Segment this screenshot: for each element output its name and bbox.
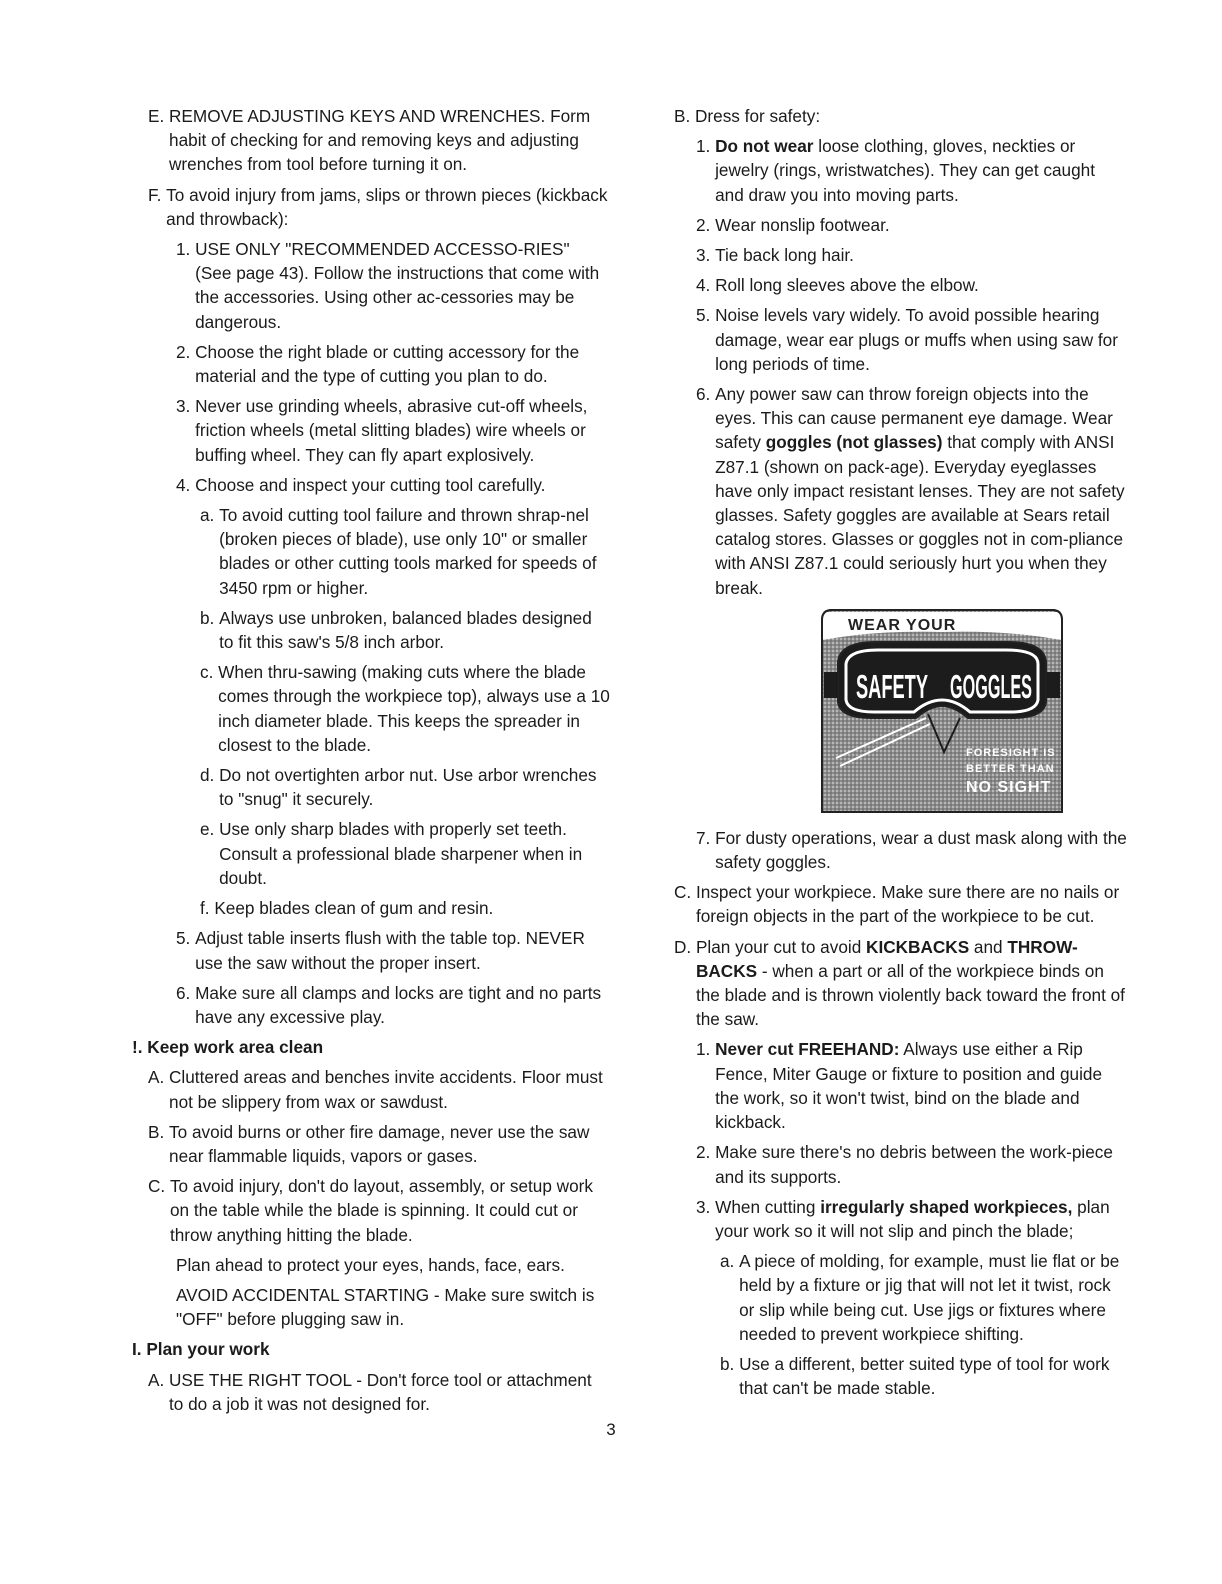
sublist bbox=[696, 134, 1128, 874]
list-text: REMOVE ADJUSTING KEYS AND WRENCHES. Form habit of checking for and removing keys and adjusting wrenches from tool before turning it on. bbox=[169, 106, 591, 175]
list-item: C. Inspect your workpiece. Make sure there are no nails or foreign objects in the part of the workpiece to be cut. bbox=[674, 882, 1120, 927]
list-item: c. When thru-sawing (making cuts where the blade comes through the workpiece top), always use a 10 inch diameter blade. This keeps the spreader in closest to the blade. bbox=[200, 662, 610, 755]
list-item: f. Keep blades clean of gum and resin. bbox=[200, 898, 494, 919]
section-heading: I. Plan your work bbox=[132, 1339, 270, 1360]
sublist bbox=[200, 503, 610, 920]
poster-word-safety: SAFETY bbox=[856, 667, 928, 705]
left-column bbox=[132, 104, 610, 1422]
poster-word-goggles: GOGGLES bbox=[950, 667, 1032, 705]
list-item: 2. Choose the right blade or cutting accessory for the material and the type of cutting you plan to do. bbox=[176, 341, 580, 387]
list-item: A. USE THE RIGHT TOOL - Don't force tool or attachment to do a job it was not designed for. bbox=[148, 1369, 592, 1414]
list-item: 7. For dusty operations, wear a dust mask along with the safety goggles. bbox=[696, 827, 1127, 873]
list-item: 4. Choose and inspect your cutting tool carefully. bbox=[176, 474, 546, 495]
list-item: 3. Never use grinding wheels, abrasive cut-off wheels, friction wheels (metal slitting blades) wire wheels or buffing wheel. They can fly apart explosively. bbox=[176, 396, 588, 465]
list-item bbox=[148, 104, 610, 177]
paragraph: Plan ahead to protect your eyes, hands, face, ears. bbox=[176, 1254, 565, 1275]
poster-line-3: NO SIGHT bbox=[966, 778, 1052, 796]
page-number: 3 bbox=[606, 1420, 616, 1439]
list-marker: E. bbox=[148, 106, 170, 126]
list-item: 5. Noise levels vary widely. To avoid possible hearing damage, wear ear plugs or muffs when using saw for long periods of time. bbox=[696, 305, 1118, 374]
poster-line-1: FORESIGHT IS bbox=[966, 746, 1056, 759]
list-item: d. Do not overtighten arbor nut. Use arbor wrenches to "snug" it securely. bbox=[200, 765, 597, 810]
poster-line-2: BETTER THAN bbox=[966, 762, 1055, 775]
list-item: 3. When cutting irregularly shaped workpieces, plan your work so it will not slip and pinch the blade; bbox=[696, 1196, 1110, 1241]
list-item: a. To avoid cutting tool failure and thrown shrap-nel (broken pieces of blade), use only 10" or smaller blades or other cutting tools marked for speeds of 3450 rpm or higher. bbox=[200, 505, 597, 598]
list-item: 1. Never cut FREEHAND: Always use either a Rip Fence, Miter Gauge or fixture to position and guide the work, so it won't twist, bind on the blade and kickback. bbox=[696, 1039, 1103, 1133]
list-item: 3. Tie back long hair. bbox=[696, 245, 854, 266]
list-item: C. To avoid injury, don't do layout, assembly, or setup work on the table while the blade is spinning. It could cut or throw anything hitting the blade. bbox=[148, 1176, 593, 1245]
list-item: e. Use only sharp blades with properly set teeth. Consult a professional blade sharpener when in doubt. bbox=[200, 819, 583, 888]
list-item: b. Always use unbroken, balanced blades designed to fit this saw's 5/8 inch arbor. bbox=[200, 607, 592, 653]
list-item: 5. Adjust table inserts flush with the table top. NEVER use the saw without the proper insert. bbox=[176, 928, 585, 973]
list-item: 6. Make sure all clamps and locks are tight and no parts have any excessive play. bbox=[176, 982, 602, 1027]
list-item: 2. Make sure there's no debris between the work-piece and its supports. bbox=[696, 1142, 1113, 1187]
list-item: D. Plan your cut to avoid KICKBACKS and THROW-BACKS - when a part or all of the workpiece binds on the blade and is thrown violently back toward the front of the saw. bbox=[674, 936, 1125, 1030]
list-item: a. A piece of molding, for example, must lie flat or be held by a fixture or jig that will not let it twist, rock or slip while being cut. Use jigs or fixtures where needed to prevent workpiece shifting. bbox=[720, 1251, 1120, 1344]
paragraph: AVOID ACCIDENTAL STARTING - Make sure switch is "OFF" before plugging saw in. bbox=[176, 1284, 595, 1330]
list-item: 6. Any power saw can throw foreign objects into the eyes. This can cause permanent eye damage. Wear safety goggles (not glasses) that comply with ANSI Z87.1 (shown on pack-age). Everyday eyeglasses have only impact resistant lenses. They are not safety glasses. Safety goggles are available at Sears retail catalog stores. Glasses or goggles not in com-pliance with ANSI Z87.1 could seriously hurt you when they break. bbox=[696, 384, 1125, 598]
sublist bbox=[720, 1249, 1128, 1400]
list-item: A. Cluttered areas and benches invite accidents. Floor must not be slippery from wax or sawdust. bbox=[148, 1067, 603, 1112]
right-column bbox=[674, 104, 1128, 1406]
section-heading: !. Keep work area clean bbox=[132, 1037, 324, 1058]
list-item: b. Use a different, better suited type of tool for work that can't be made stable. bbox=[720, 1353, 1110, 1399]
sublist bbox=[176, 237, 610, 1029]
sublist bbox=[696, 1037, 1128, 1400]
list-item: 1. USE ONLY "RECOMMENDED ACCESSO-RIES" (See page 43). Follow the instructions that come with the accessories. Using other ac-cessories may be dangerous. bbox=[176, 239, 600, 332]
list-item: 4. Roll long sleeves above the elbow. bbox=[696, 275, 979, 296]
list-item: B. To avoid burns or other fire damage, never use the saw near flammable liquids, vapors or gases. bbox=[148, 1121, 590, 1166]
safety-goggles-poster bbox=[816, 606, 1068, 816]
list-item: 1. Do not wear loose clothing, gloves, neckties or jewelry (rings, wristwatches). They can get caught and draw you into moving parts. bbox=[696, 136, 1095, 205]
list-item: 2. Wear nonslip footwear. bbox=[696, 214, 890, 235]
poster-top-text: WEAR YOUR bbox=[848, 616, 957, 634]
list-item: B. Dress for safety: bbox=[674, 106, 821, 126]
list-item: F. To avoid injury from jams, slips or thrown pieces (kickback and throwback): bbox=[148, 184, 608, 229]
